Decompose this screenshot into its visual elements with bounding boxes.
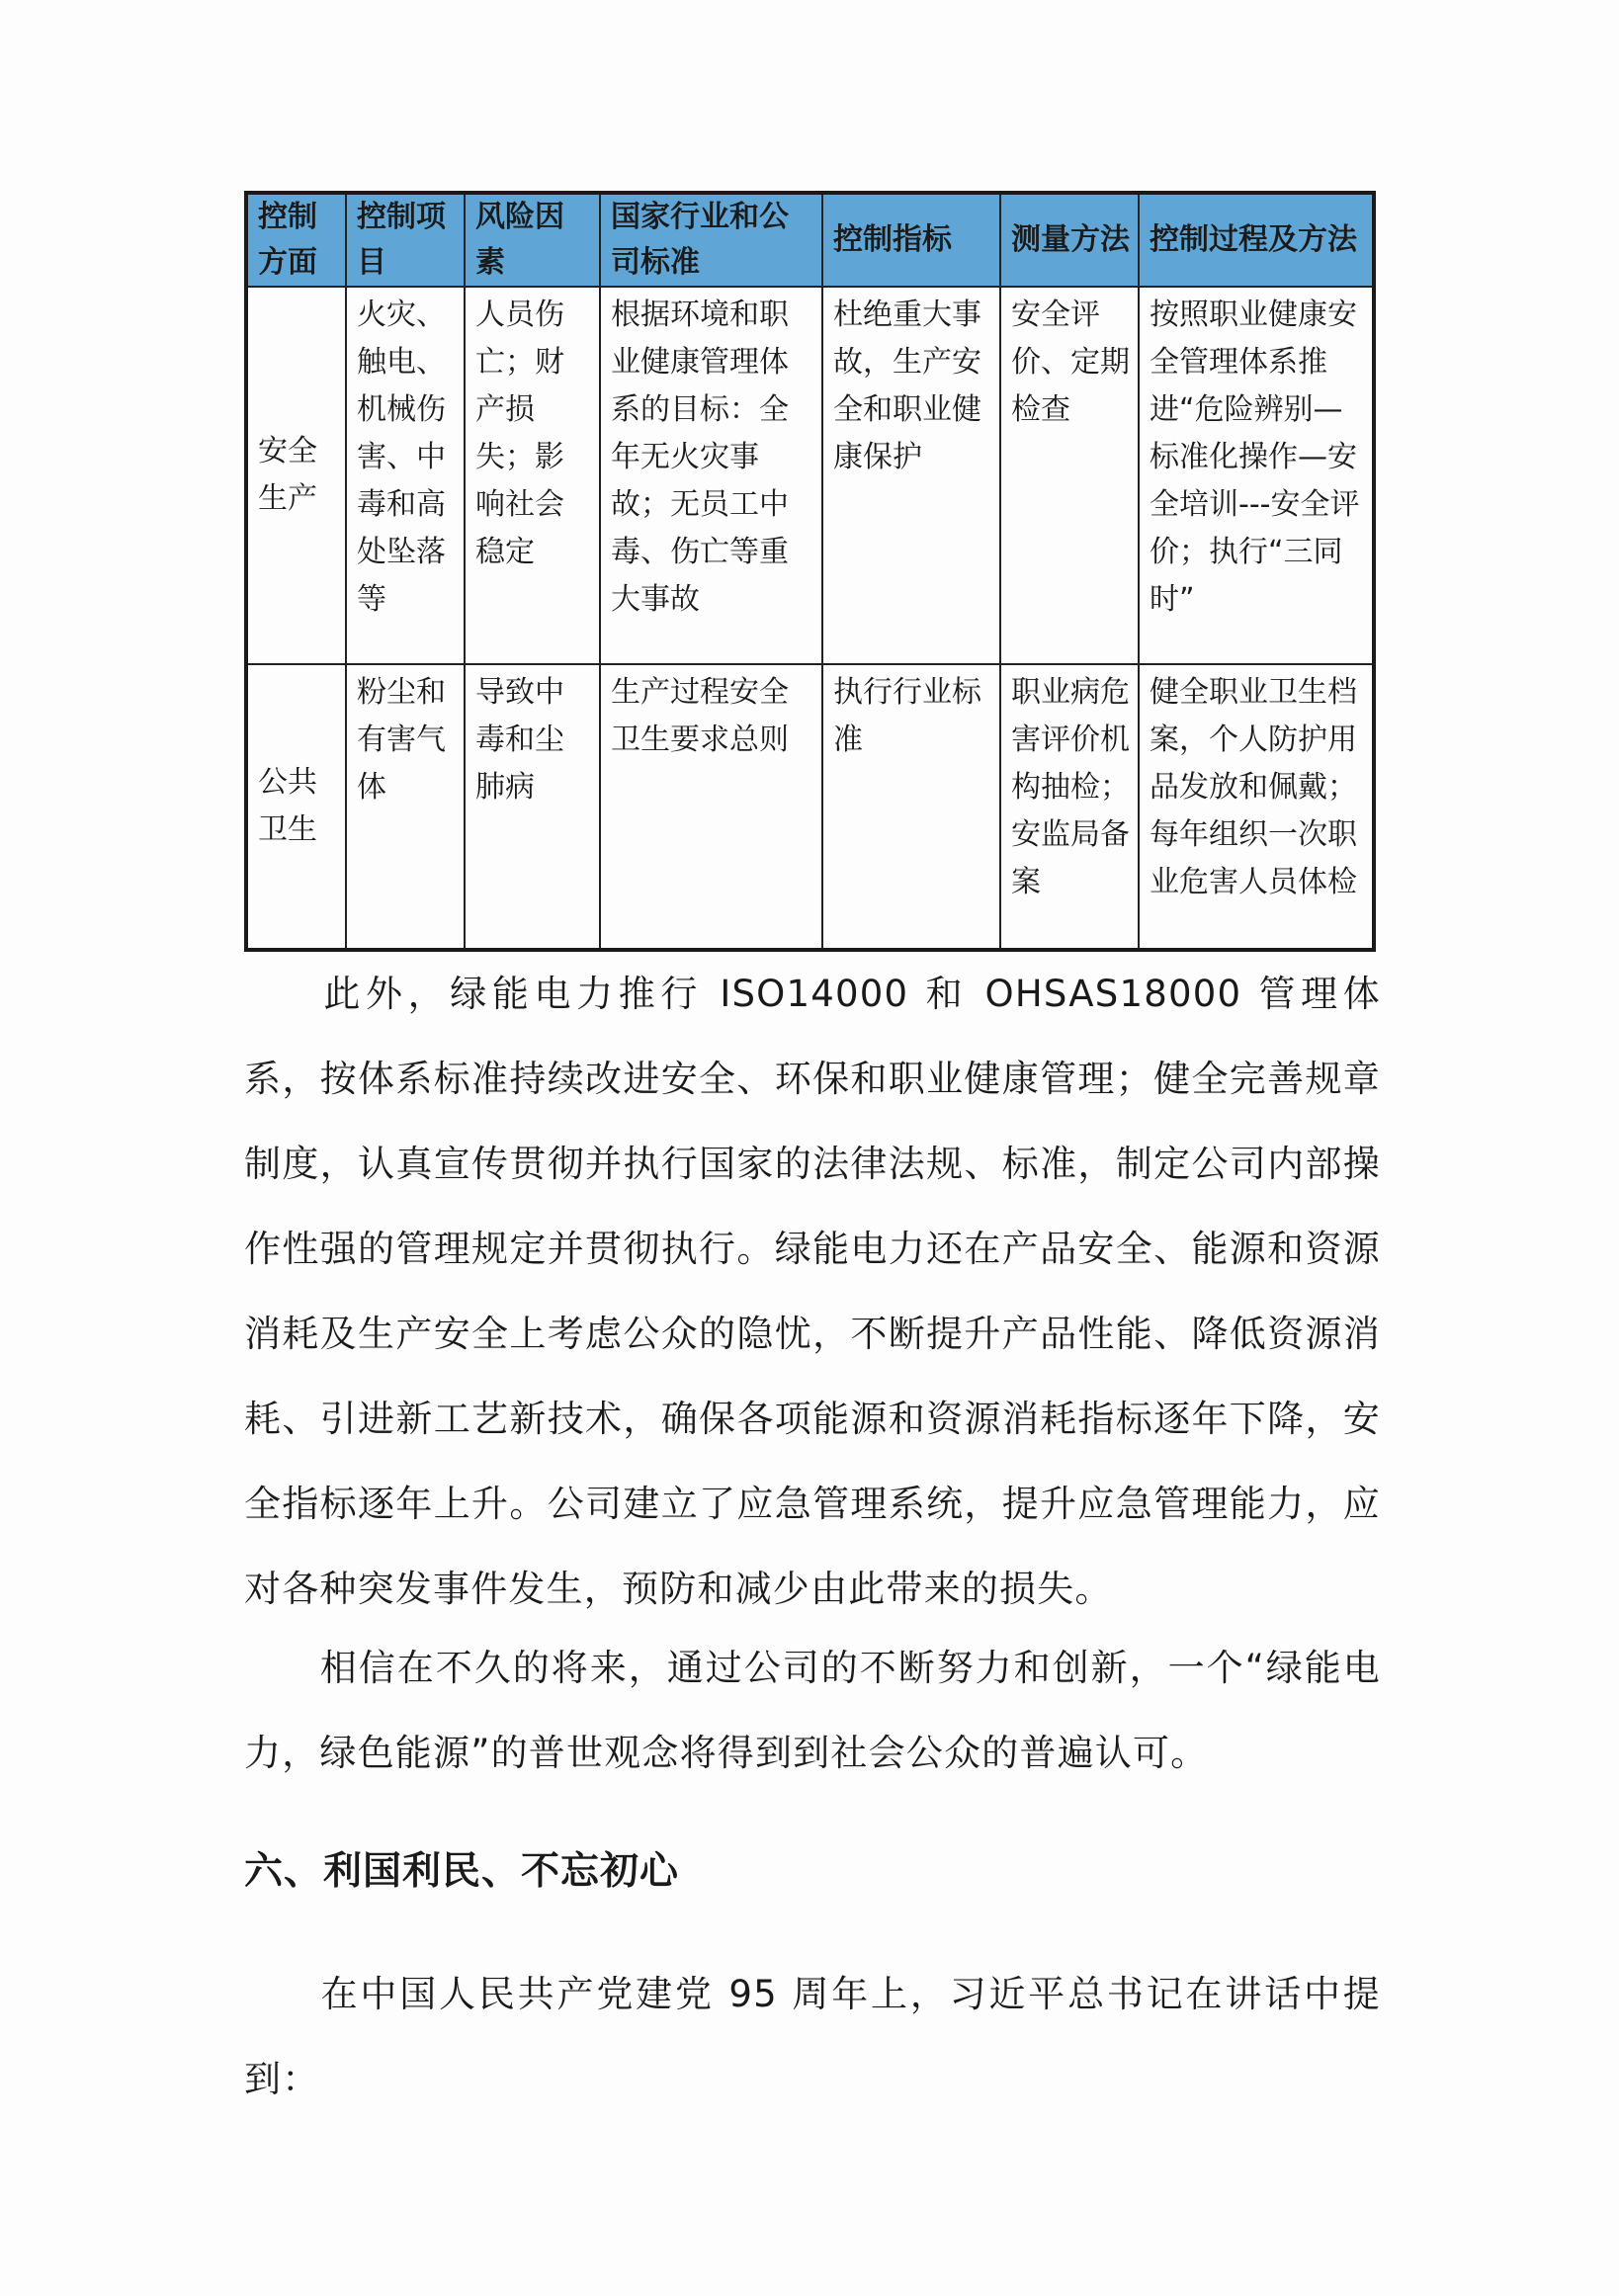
header-cell: 国家行业和公司标准 <box>600 193 822 287</box>
cell-process: 按照职业健康安全管理体系推进“危险辨别—标准化操作—安全培训---安全评价；执行“三同时” <box>1139 287 1374 664</box>
cell-aspect: 公共卫生 <box>246 664 346 950</box>
section-heading: 六、利国利民、不忘初心 <box>244 1849 680 1894</box>
header-cell: 控制过程及方法 <box>1139 193 1374 287</box>
cell-item: 火灾、触电、机械伤害、中毒和高处坠落等 <box>346 287 465 664</box>
cell-item: 粉尘和有害气体 <box>346 664 465 950</box>
control-table <box>244 191 1376 952</box>
header-cell: 控制项目 <box>346 193 465 287</box>
table-row <box>246 287 1374 664</box>
cell-indicator: 执行行业标准 <box>822 664 1000 950</box>
paragraph-text: 此外，绿能电力推行 ISO14000 和 OHSAS18000 管理体系，按体系标准持续改进安全、环保和职业健康管理；健全完善规章制度，认真宣传贯彻并执行国家的法律法规、标准，制定公司内部操作性强的管理规定并贯彻执行。绿能电力还在产品安全、能源和资源消耗及生产安全上考虑公众的隐忧，不断提升产品性能、降低资源消耗、引进新工艺新技术，确保各项能源和资源消耗指标逐年下降，安全指标逐年上升。公司建立了应急管理系统，提升应急管理能力，应对各种突发事件发生，预防和减少由此带来的损失。 <box>244 973 1381 1610</box>
header-cell: 控制指标 <box>822 193 1000 287</box>
cell-risk: 人员伤亡；财产损失；影响社会稳定 <box>465 287 600 664</box>
paragraph-party-anniversary <box>244 1952 1381 2122</box>
table-header-row <box>246 193 1374 287</box>
paragraph-text: 在中国人民共产党建党 95 周年上，习近平总书记在讲话中提到： <box>244 1973 1381 2100</box>
table-row <box>246 664 1374 950</box>
cell-standard: 生产过程安全卫生要求总则 <box>600 664 822 950</box>
cell-indicator: 杜绝重大事故，生产安全和职业健康保护 <box>822 287 1000 664</box>
header-cell: 测量方法 <box>1000 193 1139 287</box>
cell-standard: 根据环境和职业健康管理体系的目标：全年无火灾事故；无员工中毒、伤亡等重大事故 <box>600 287 822 664</box>
cell-process: 健全职业卫生档案，个人防护用品发放和佩戴；每年组织一次职业危害人员体检 <box>1139 664 1374 950</box>
header-cell: 风险因素 <box>465 193 600 287</box>
paragraph-future-outlook <box>244 1626 1381 1796</box>
paragraph-text: 相信在不久的将来，通过公司的不断努力和创新，一个“绿能电力，绿色能源”的普世观念将得到到社会公众的普遍认可。 <box>244 1647 1381 1774</box>
cell-risk: 导致中毒和尘肺病 <box>465 664 600 950</box>
cell-measure: 安全评价、定期检查 <box>1000 287 1139 664</box>
header-cell: 控制方面 <box>246 193 346 287</box>
paragraph-management-systems <box>244 952 1381 1632</box>
cell-measure: 职业病危害评价机构抽检；安监局备案 <box>1000 664 1139 950</box>
cell-aspect: 安全生产 <box>246 287 346 664</box>
